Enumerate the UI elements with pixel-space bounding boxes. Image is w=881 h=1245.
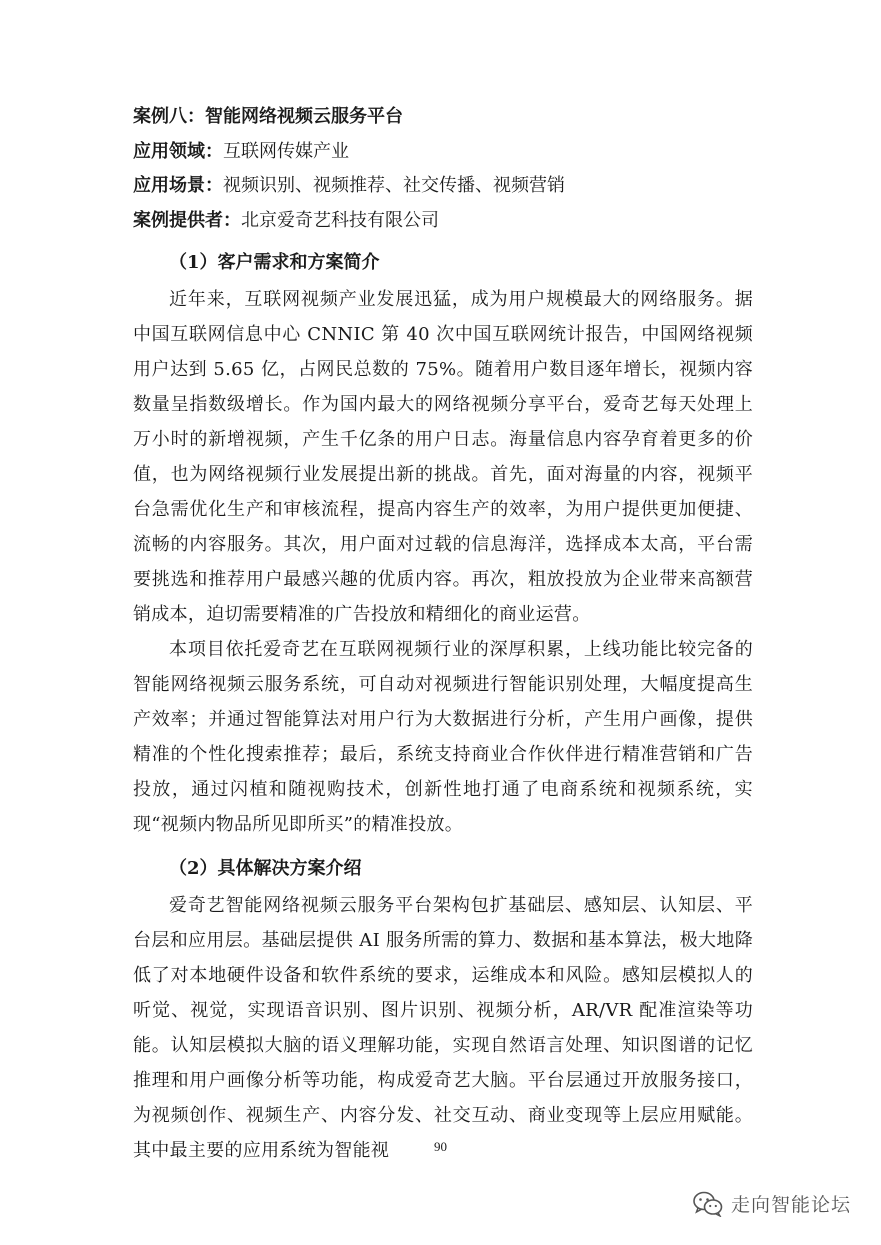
application-scene-value: 视频识别、视频推荐、社交传播、视频营销 <box>223 175 565 196</box>
case-title <box>133 104 753 139</box>
application-scene-label: 应用场景： <box>133 175 223 196</box>
page-content <box>133 104 753 1168</box>
section-1-heading: （1）客户需求和方案简介 <box>169 252 380 273</box>
section-1-paragraph-2: 本项目依托爱奇艺在互联网视频行业的深厚积累，上线功能比较完备的智能网络视频云服务系统，可自动对视频进行智能识别处理，大幅度提高生产效率；并通过智能算法对用户行为大数据进行分析，产生用户画像，提供精准的个性化搜索推荐；最后，系统支持商业合作伙伴进行精准营销和广告投放，通过闪植和随视购技术，创新性地打通了电商系统和视频系统，实现“视频内物品所见即所买”的精准投放。 <box>133 639 753 835</box>
case-title-value: 智能网络视频云服务平台 <box>205 106 403 127</box>
watermark <box>693 1190 851 1217</box>
section-1-paragraph-1: 近年来，互联网视频产业发展迅猛，成为用户规模最大的网络服务。据中国互联网信息中心 CNNIC 第 40 次中国互联网统计报告，中国网络视频用户达到 5.65 亿，占网民总数的 75%。随着用户数目逐年增长，视频内容数量呈指数级增长。作为国内最大的网络视频分享平台，爱奇艺每天处理上万小时的新增视频，产生千亿条的用户日志。海量信息内容孕育着更多的价值，也为网络视频行业发展提出新的挑战。首先，面对海量的内容，视频平台急需优化生产和审核流程，提高内容生产的效率，为用户提供更加便捷、流畅的内容服务。其次，用户面对过载的信息海洋，选择成本太高，平台需要挑选和推荐用户最感兴趣的优质内容。再次，粗放投放为企业带来高额营销成本，迫切需要精准的广告投放和精细化的商业运营。 <box>133 289 753 625</box>
application-field <box>133 139 753 174</box>
section-2-paragraph-1: 爱奇艺智能网络视频云服务平台架构包扩基础层、感知层、认知层、平台层和应用层。基础层提供 AI 服务所需的算力、数据和基本算法，极大地降低了对本地硬件设备和软件系统的要求，运维成本和风险。感知层模拟人的听觉、视觉，实现语音识别、图片识别、视频分析，AR/VR 配准渲染等功能。认知层模拟大脑的语义理解功能，实现自然语言处理、知识图谱的记忆推理和用户画像分析等功能，构成爱奇艺大脑。平台层通过开放服务接口，为视频创作、视频生产、内容分发、社交互动、商业变现等上层应用赋能。其中最主要的应用系统为智能视 <box>133 895 753 1161</box>
case-title-label: 案例八： <box>133 106 205 127</box>
case-provider <box>133 208 753 243</box>
application-field-label: 应用领域： <box>133 140 223 162</box>
application-scene <box>133 173 753 208</box>
case-provider-label: 案例提供者： <box>133 209 241 231</box>
application-field-value: 互联网传媒产业 <box>223 140 349 162</box>
page-number: 90 <box>434 1139 447 1154</box>
wechat-icon <box>693 1191 723 1217</box>
watermark-text: 走向智能论坛 <box>730 1194 851 1216</box>
case-provider-value: 北京爱奇艺科技有限公司 <box>241 209 439 231</box>
section-2-heading: （2）具体解决方案介绍 <box>169 858 362 879</box>
